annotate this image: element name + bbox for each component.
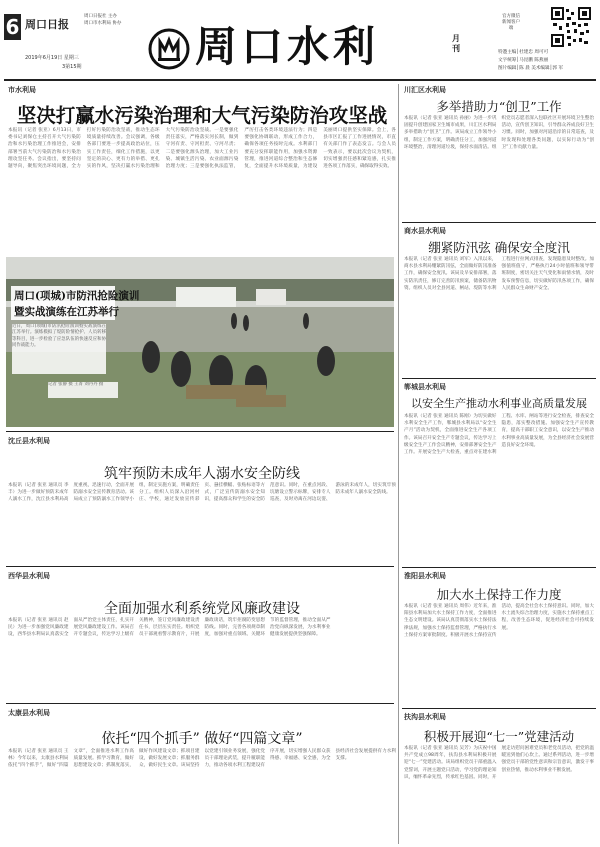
section-label: 川汇区水利局 bbox=[404, 86, 446, 94]
frequency: 月刊 bbox=[452, 34, 460, 53]
masthead-title: 周口水利 bbox=[195, 22, 380, 71]
section-label: 沈丘县水利局 bbox=[8, 437, 50, 445]
section-label: 商水县水利局 bbox=[404, 227, 446, 235]
section-rule bbox=[402, 222, 596, 223]
yuncheng-headline: 以安全生产推动水利事业高质量发展 bbox=[411, 397, 587, 410]
editor-1: 特邀主编│杜建忠 周可可 bbox=[498, 50, 549, 55]
qr-code-icon bbox=[550, 6, 592, 48]
section-rule bbox=[6, 703, 394, 704]
chuanhui-body-text: 本报讯（记者 张亚 通讯员 孙丽）为进一步巩固提升创建国家卫生城市成果，川汇区水利局多举措助力“创卫”工作。该局成立工作领导小组，制定工作方案，明确责任分工，加强河道环境整治，清理河道垃圾，保持水面清洁。组织党员志愿者深入包联社区开展环境卫生整治活动，宣传创卫知识，引导群众养成良好卫生习惯。同时，加强对河道沿岸的日常巡查，及时发现和处理各类问题，以实际行动为“创卫”工作贡献力量。 bbox=[404, 116, 594, 150]
qr-caption: 官方微信 新闻客户端 bbox=[502, 14, 520, 31]
photo-caption-body: 近日，周口(项城)市防汛抢险演训暨实战演练在江苏举行。演练模拟了堤防险情抢护、人员转移等科目，进一步检验了应急队伍的快速反应和协同作战能力。 bbox=[12, 324, 106, 374]
fugou-headline: 积极开展迎“七一”党建活动 bbox=[423, 729, 575, 744]
xihua-headline: 全面加强水利系统党风廉政建设 bbox=[104, 601, 300, 617]
xihua-body-text: 本报讯（记者 张亚 通讯员 赵民）为进一步加强党风廉政建设，西华县水利局认真落实全面从严治党主体责任，扎实开展党风廉政建设工作。该局召开专题会议，传达学习上级有关精神，签订党风廉政建设责任书，层层压实责任。组织党员干部观看警示教育片，开展廉政谈话，筑牢拒腐防变思想防线。同时，完善各项规章制度，加强对重点领域、关键环节的监督管理，推动全面从严治党向纵深发展，为水利事业健康发展提供坚强保障。 bbox=[8, 618, 331, 638]
section-rule bbox=[402, 567, 596, 568]
photo-caption-title-1: 周口(项城)市防汛抢险演训 bbox=[14, 290, 140, 302]
section-rule bbox=[402, 708, 596, 709]
masthead bbox=[0, 0, 600, 78]
shenqiu-body-text: 本报讯（记者 张亚 通讯员 李丰）为进一步做好预防未成年人溺水工作，沈丘县水利局高度重视，迅速行动，全面开展防溺水安全宣传教育活动。该局成立了预防溺水工作领导小组，制定实施方案，明确责任分工。组织人员深入沿河村庄、学校，通过发放宣传彩页、悬挂横幅、张贴标语等方式，广泛宣传防溺水安全知识，提高群众和学生的安全防范意识。同时，在重点河段、坑塘设立警示标牌，安排专人巡查，及时劝离在河边玩耍、游泳的未成年人，切实筑牢预防未成年人溺水安全防线。 bbox=[8, 483, 396, 503]
masthead-sub-2: 周口市水利局 协办 bbox=[84, 21, 122, 26]
page-number: 6 bbox=[5, 15, 20, 39]
section-rule bbox=[402, 378, 596, 379]
paper-name: 周口日报 bbox=[25, 18, 69, 31]
section-label: 扶沟县水利局 bbox=[404, 713, 446, 721]
masthead-rule bbox=[4, 79, 596, 81]
taikang-headline: 依托“四个抓手” 做好“四篇文章” bbox=[101, 731, 303, 747]
shangshui-headline: 绷紧防汛弦 确保安全度汛 bbox=[428, 240, 570, 255]
column-divider bbox=[398, 84, 399, 844]
huaiyang-body-text: 本报讯（记者 张亚 通讯员 周伟）近年来，淮阳县水利局加大水土保持工作力度，全面推进生态文明建设。该局认真贯彻落实水土保持法律法规，加强水土保持监督管理，严格执行水土保持方案审批制度。积极开展水土保持宣传活动，提高全社会水土保持意识。同时，加大水土流失综合治理力度，实施水土保持重点工程，改善生态环境，促进经济社会可持续发展。 bbox=[404, 604, 594, 638]
photo-credit: 记者 张静 摄 王菁 刘丹丹 摄 bbox=[48, 382, 118, 398]
section-rule bbox=[6, 431, 394, 432]
date-line: 2019年6月19日 星期三 bbox=[25, 55, 79, 61]
water-logo-icon bbox=[148, 28, 190, 70]
section-label: 西华县水利局 bbox=[8, 572, 50, 580]
section-label: 淮阳县水利局 bbox=[404, 572, 446, 580]
editor-3: 图片编辑│陈 晨 美术编辑│郭 军 bbox=[498, 66, 564, 71]
huaiyang-headline: 加大水土保持工作力度 bbox=[436, 587, 562, 602]
issue-line: 3第15期 bbox=[62, 64, 82, 70]
shangshui-body-text: 本报讯（记者 张亚 通讯员 刘军）入汛以来，商水县水利局绷紧防汛弦，全面做好防汛准备工作，确保安全度汛。该局及早安排部署，落实防汛责任，修订完善防汛预案，储备防汛物资。组织人员对全县河道、闸站、堤防等水利工程进行拉网式排查，发现隐患及时整改。加强值班值守，严格执行24小时值班和领导带班制度，密切关注天气变化和雨情水情，及时发布预警信息，切实做好防汛各项工作，确保人民群众生命财产安全。 bbox=[404, 257, 594, 291]
fugou-body-text: 本报讯（记者 张亚 通讯员 吴芳）为庆祝中国共产党成立98周年，扶沟县水利局积极开展迎“七一”党建活动。该局组织党员干部重温入党誓词，开展主题党日活动，学习党的理论知识，缅怀革命先烈，传承红色基因。同时，开展走访慰问困难党员和老党员活动，把党的温暖送到他们心坎上。通过系列活动，进一步增强党员干部的党性意识和宗旨意识，激发干事创业热情，推动水利事业不断发展。 bbox=[404, 746, 594, 780]
chuanhui-headline: 多举措助力“创卫”工作 bbox=[436, 99, 562, 114]
yuncheng-body-text: 本报讯（记者 张亚 通讯员 陈刚）为切实做好水利安全生产工作，郸城县水利局以“安全生产月”活动为契机，全面推进安全生产各项工作。该局召开安全生产专题会议，传达学习上级安全生产工作会议精神，安排部署安全生产工作。开展安全生产大检查，重点对在建水利工程、水库、闸站等进行安全检查，排查安全隐患，落实整改措施。加强安全生产宣传教育，提高干部职工安全意识，以安全生产推动水利事业高质量发展，为全县经济社会发展营造良好安全环境。 bbox=[404, 414, 594, 456]
shenqiu-headline: 筑牢预防未成年人溺水安全防线 bbox=[104, 466, 300, 482]
photo-caption-title-2: 暨实战演练在江苏举行 bbox=[14, 306, 119, 318]
lead-body-text: 本报讯（记者 张亚）6月13日，市委书记刘保仓主持召开大气污染防治和水污染治理工作推进会，安排部署当前大气污染防治和水污染治理攻坚任务。会议指出，要坚持问题导向，聚焦突出环境问题，全力打好污染防治攻坚战，推动生态环境质量持续改善。会议强调，各级各部门要进一步提高政治站位，压实工作责任，细化工作措施，以更坚定的决心、更有力的举措、更扎实的作风，坚决打赢水污染治理和大气污染防治攻坚战。一是要强化责任落实，严格落实河长制，做到守河有责、守河担责、守河尽责；二是要强化源头治理，加大工业污染、城镇生活污染、农业面源污染治理力度；三是要强化执法监管，严厉打击各类环境违法行为；四是要强化协调联动，形成工作合力，确保各项任务按时完成。水利部门要充分发挥职能作用，加强水资源管理，推进河道综合整治和生态修复，全面提升水环境质量，为建设美丽周口提供坚实保障。会上，各县市区汇报了工作进展情况，市直有关部门作了表态发言。与会人员一致表示，要以此次会议为契机，切实增强责任感和紧迫感，扎实推进各项工作落实，确保取得实效。 bbox=[8, 128, 396, 170]
masthead-sub-1: 周口日报社 主办 bbox=[84, 14, 117, 19]
section-label: 太康县水利局 bbox=[8, 709, 50, 717]
taikang-body-text: 本报讯（记者 张亚 通讯员 王林）今年以来，太康县水利局依托“四个抓手”，做好“四篇文章”，全面推进水利工作高质量发展。抓学习教育，做好思想建设文章；抓制度落实，做好作风建设文章；抓项目建设，做好发展文章；抓服务群众，做好民生文章。该局坚持以党建引领业务发展，强化党员干部理论武装，提升履职能力，推动各项水利工程建设有序开展，切实增强人民群众获得感、幸福感、安全感，为全县经济社会发展提供有力水利支撑。 bbox=[8, 749, 396, 769]
editor-2: 文字统筹│马昆鹏 陈燕丽 bbox=[498, 58, 549, 63]
section-rule bbox=[6, 566, 394, 567]
section-label: 市水利局 bbox=[8, 86, 36, 94]
lead-headline: 坚决打赢水污染治理和大气污染防治攻坚战 bbox=[16, 104, 388, 127]
section-label: 郸城县水利局 bbox=[404, 383, 446, 391]
